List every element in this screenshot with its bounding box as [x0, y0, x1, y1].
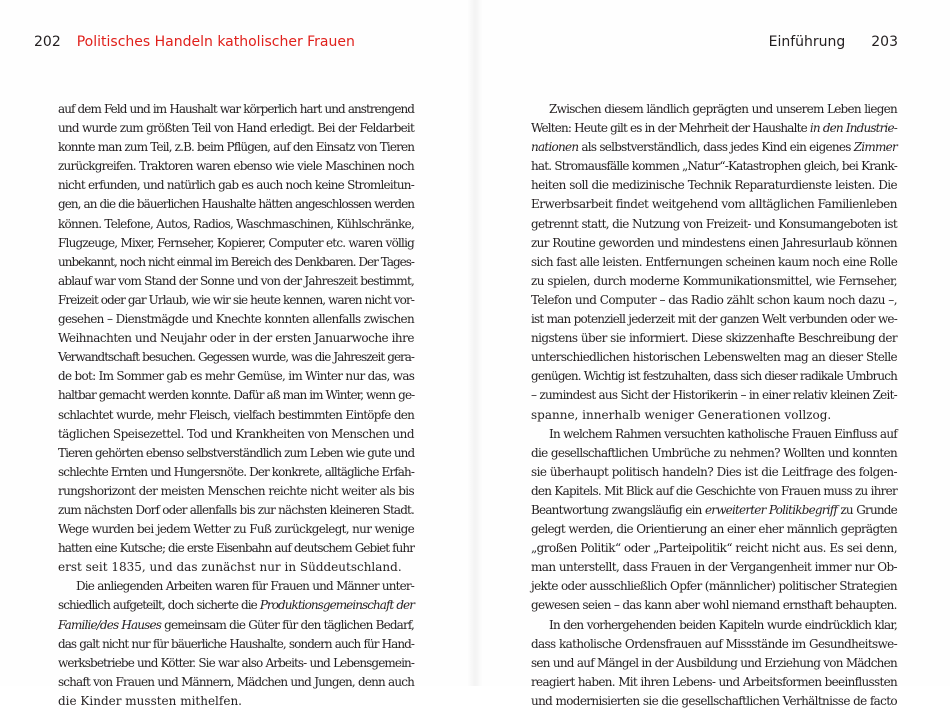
- line-text: ist man potenziell jederzeit mit der ganzen Welt verbunden oder we-: [531, 312, 897, 327]
- line-text: können. Telefone, Autos, Radios, Waschmaschinen, Kühlschränke,: [58, 216, 415, 231]
- text-line: [58, 157, 414, 176]
- line-text: Erwerbsarbeit findet weitgehend vom alltäglichen Familienleben: [531, 197, 897, 212]
- line-text: die gesellschaftlichen Umbrüche zu nehmen? Wollten und konnten: [531, 445, 897, 460]
- text-line: [58, 367, 414, 386]
- text-line: [58, 654, 414, 673]
- left-page-number: 202: [34, 34, 61, 50]
- left-running-head: Politisches Handeln katholischer Frauen: [76, 34, 355, 50]
- text-line: [58, 673, 414, 692]
- text-line: [531, 100, 897, 119]
- line-text: zu Grunde: [837, 502, 897, 517]
- text-line: [58, 482, 414, 501]
- text-line: [58, 596, 414, 615]
- line-text: und modernisierten sie die gesellschaftlichen Verhältnisse de facto: [531, 693, 897, 708]
- line-text: konnte man zum Teil, z.B. beim Pflügen, auf den Einsatz von Tieren: [58, 140, 415, 155]
- emphasis: nationen: [531, 140, 579, 155]
- line-text: unterschiedlichen historischen Lebenswelten mag an dieser Stelle: [531, 350, 897, 365]
- line-text: spanne, innerhalb weniger Generationen vollzog.: [531, 407, 832, 422]
- line-text: schaft von Frauen und Männern, Mädchen und Jungen, denn auch: [58, 674, 414, 689]
- text-line: [531, 329, 897, 348]
- line-text: Freizeit oder gar Urlaub, wie wir sie heute kennen, waren nicht vor-: [58, 292, 414, 307]
- text-line: [531, 482, 897, 501]
- line-text: schiedlich aufgeteilt, doch sicherte die: [58, 598, 260, 613]
- text-line: [531, 596, 897, 615]
- line-text: dass katholische Ordensfrauen auf Missstände im Gesundheitswe-: [531, 636, 897, 651]
- line-text: das galt nicht nur für bäuerliche Haushalte, sondern auch für Hand-: [58, 636, 414, 651]
- text-line: [58, 635, 414, 654]
- text-line: [531, 176, 897, 195]
- text-line: [531, 635, 897, 654]
- text-line: [58, 463, 414, 482]
- text-line: [531, 348, 897, 367]
- text-line: [531, 692, 897, 711]
- text-line: [58, 234, 414, 253]
- text-line: [531, 310, 897, 329]
- left-page-header: [34, 32, 355, 52]
- text-line: [58, 176, 414, 195]
- line-text: reagiert haben. Mit ihren Lebens- und Arbeitsformen beeinflussten: [531, 674, 897, 689]
- line-text: auf dem Feld und im Haushalt war körperlich hart und anstrengend: [58, 102, 414, 116]
- line-text: – zumindest aus Sicht der Historikerin – in einer relativ kleinen Zeit-: [531, 388, 897, 403]
- line-text: unbekannt, noch nicht einmal im Bereich des Denkbaren. Der Tages-: [58, 254, 414, 269]
- line-text: gemeinsam die Güter für den täglichen Bedarf,: [161, 617, 414, 632]
- right-page-number: 203: [871, 34, 898, 50]
- line-text: In den vorhergehenden beiden Kapiteln wurde eindrücklich klar,: [549, 617, 897, 632]
- line-text: den Kapitels. Mit Blick auf die Geschichte von Frauen muss zu ihrer: [531, 483, 897, 498]
- text-line: [531, 463, 897, 482]
- text-line: [531, 558, 897, 577]
- text-line: [531, 138, 897, 157]
- text-line: [58, 329, 414, 348]
- text-line: [531, 539, 897, 558]
- line-text: schlachtet wurde, mehr Fleisch, vielfach bestimmten Eintöpfe den: [58, 407, 414, 422]
- text-line: [58, 577, 414, 596]
- line-text: getrennt statt, die Nutzung von Freizeit- und Konsumangeboten ist: [531, 216, 897, 231]
- line-text: zurückgreifen. Traktoren waren ebenso wie viele Maschinen noch: [58, 159, 414, 174]
- line-text: Verwandtschaft besuchen. Gegessen wurde, was die Jahreszeit gera-: [58, 350, 414, 365]
- line-text: Zwischen diesem ländlich geprägten und unserem Leben liegen: [549, 102, 897, 116]
- emphasis: Familie/des Hauses: [58, 617, 162, 632]
- line-text: die Kinder mussten mithelfen.: [58, 693, 242, 708]
- text-line: [531, 444, 897, 463]
- text-line: [58, 138, 414, 157]
- text-line: [58, 616, 414, 635]
- line-text: Telefon und Computer – das Radio zählt schon kaum noch dazu –,: [531, 292, 897, 307]
- emphasis: Produktionsgemeinschaft der: [259, 598, 414, 613]
- line-text: gesehen – Dienstmägde und Knechte konnten allenfalls zwischen: [58, 312, 414, 327]
- text-line: [58, 444, 414, 463]
- line-text: nicht erfunden, und natürlich gab es auch noch keine Stromleitun-: [58, 178, 414, 193]
- text-line: [531, 215, 897, 234]
- text-line: [58, 406, 414, 425]
- line-text: ablauf war vom Stand der Sonne und von der Jahreszeit bestimmt,: [58, 273, 414, 288]
- text-line: [531, 501, 897, 520]
- text-line: [531, 234, 897, 253]
- line-text: Weihnachten und Neujahr oder in der ersten Januarwoche ihre: [58, 331, 414, 346]
- line-text: sen und auf Mängel in der Ausbildung und Erziehung von Mädchen: [531, 655, 897, 670]
- text-line: [58, 253, 414, 272]
- text-line: [531, 367, 897, 386]
- line-text: sie überhaupt politisch handeln? Dies ist die Leitfrage des folgen-: [531, 464, 897, 479]
- emphasis: in den Industrie-: [809, 121, 897, 136]
- line-text: de bot: Im Sommer gab es mehr Gemüse, im Winter nur das, was: [58, 369, 415, 384]
- line-text: zur Routine geworden und mindestens einen Jahresurlaub können: [531, 235, 897, 250]
- line-text: Tieren gehörten ebenso selbstverständlich zum Leben wie gute und: [58, 445, 415, 460]
- text-line: [531, 577, 897, 596]
- line-text: In welchem Rahmen versuchten katholische Frauen Einfluss auf: [549, 426, 897, 441]
- line-text: haltbar gemacht werden konnte. Dafür aß man im Winter, wenn ge-: [58, 388, 415, 403]
- text-line: [531, 195, 897, 214]
- line-text: täglichen Speisezettel. Tod und Krankheiten von Menschen und: [58, 426, 414, 441]
- text-line: [531, 157, 897, 176]
- line-text: Wege wurden bei jedem Wetter zu Fuß zurückgelegt, nur wenige: [58, 522, 414, 537]
- line-text: Beantwortung zwangsläufig ein: [531, 502, 705, 517]
- line-text: hat. Stromausfälle kommen „Natur“-Katastrophen gleich, bei Krank-: [531, 159, 897, 174]
- line-text: rungshorizont der meisten Menschen reichte nicht weiter als bis: [58, 483, 414, 498]
- line-text: hatten eine Kutsche; die erste Eisenbahn auf deutschem Gebiet fuhr: [58, 541, 414, 556]
- line-text: gelegt werden, die Orientierung an einer eher männlich geprägten: [531, 522, 897, 537]
- text-line: [58, 310, 414, 329]
- text-line: [58, 291, 414, 310]
- line-text: Welten: Heute gilt es in der Mehrheit der Haushalte: [531, 121, 810, 136]
- text-line: [531, 386, 897, 405]
- text-line: [58, 100, 414, 119]
- line-text: werksbetriebe und Kötter. Sie war also Arbeits- und Lebensgemein-: [58, 655, 414, 670]
- line-text: „großen Politik“ oder „Parteipolitik“ reicht nicht aus. Es sei denn,: [531, 541, 897, 556]
- book-gutter: [468, 0, 482, 686]
- line-text: genügen. Wichtig ist festzuhalten, dass sich dieser radikale Umbruch: [531, 369, 897, 384]
- line-text: man unterstellt, dass Frauen in der Vergangenheit immer nur Ob-: [531, 560, 897, 575]
- text-line: [58, 539, 414, 558]
- text-line: [58, 425, 414, 444]
- text-line: [58, 386, 414, 405]
- text-line: [531, 291, 897, 310]
- emphasis: Zimmer: [853, 140, 897, 155]
- text-line: [58, 195, 414, 214]
- text-line: [58, 272, 414, 291]
- text-line: [58, 119, 414, 138]
- text-line: [531, 119, 897, 138]
- text-line: [531, 253, 897, 272]
- line-text: erst seit 1835, und das zunächst nur in Süddeutschland.: [58, 560, 402, 575]
- text-line: [531, 406, 897, 425]
- line-text: zu spielen, durch moderne Kommunikationsmittel, wie Fernseher,: [531, 273, 897, 288]
- line-text: schlechte Ernten und Hungersnöte. Der konkrete, alltägliche Erfah-: [58, 464, 414, 479]
- text-line: [58, 520, 414, 539]
- line-text: zum nächsten Dorf oder allenfalls bis zur nächsten kleineren Stadt.: [58, 502, 414, 517]
- line-text: gen, an die die bäuerlichen Haushalte hätten angeschlossen werden: [58, 197, 414, 212]
- right-running-head: Einführung: [768, 34, 846, 50]
- line-text: heiten soll die medizinische Technik Reparaturdienste leisten. Die: [531, 178, 897, 193]
- text-line: [531, 520, 897, 539]
- text-line: [58, 215, 414, 234]
- text-line: [531, 616, 897, 635]
- text-line: [58, 501, 414, 520]
- line-text: als selbstverständlich, dass jedes Kind ein eigenes: [578, 140, 854, 155]
- line-text: jekte oder ausschließlich Opfer (männlicher) politischer Strategien: [531, 579, 897, 594]
- line-text: Flugzeuge, Mixer, Fernseher, Kopierer, Computer etc. waren völlig: [58, 235, 414, 250]
- text-line: [58, 692, 414, 711]
- left-page-body-text: [58, 100, 414, 711]
- text-line: [531, 654, 897, 673]
- line-text: sich fast alle leisten. Entfernungen scheinen kaum noch eine Rolle: [531, 254, 898, 269]
- line-text: Die anliegenden Arbeiten waren für Frauen und Männer unter-: [76, 579, 414, 594]
- text-line: [58, 348, 414, 367]
- text-line: [531, 673, 897, 692]
- right-page-body-text: [531, 100, 897, 711]
- line-text: nigstens über sie informiert. Diese skizzenhafte Beschreibung der: [531, 331, 897, 346]
- right-page-header: [769, 32, 898, 52]
- text-line: [531, 425, 897, 444]
- line-text: und wurde zum größten Teil von Hand erledigt. Bei der Feldarbeit: [58, 121, 414, 136]
- text-line: [531, 272, 897, 291]
- emphasis: erweiterter Politikbegriff: [704, 502, 838, 517]
- line-text: gewesen seien – das kann aber wohl niemand ernsthaft behaupten.: [531, 598, 897, 613]
- text-line: [58, 558, 414, 577]
